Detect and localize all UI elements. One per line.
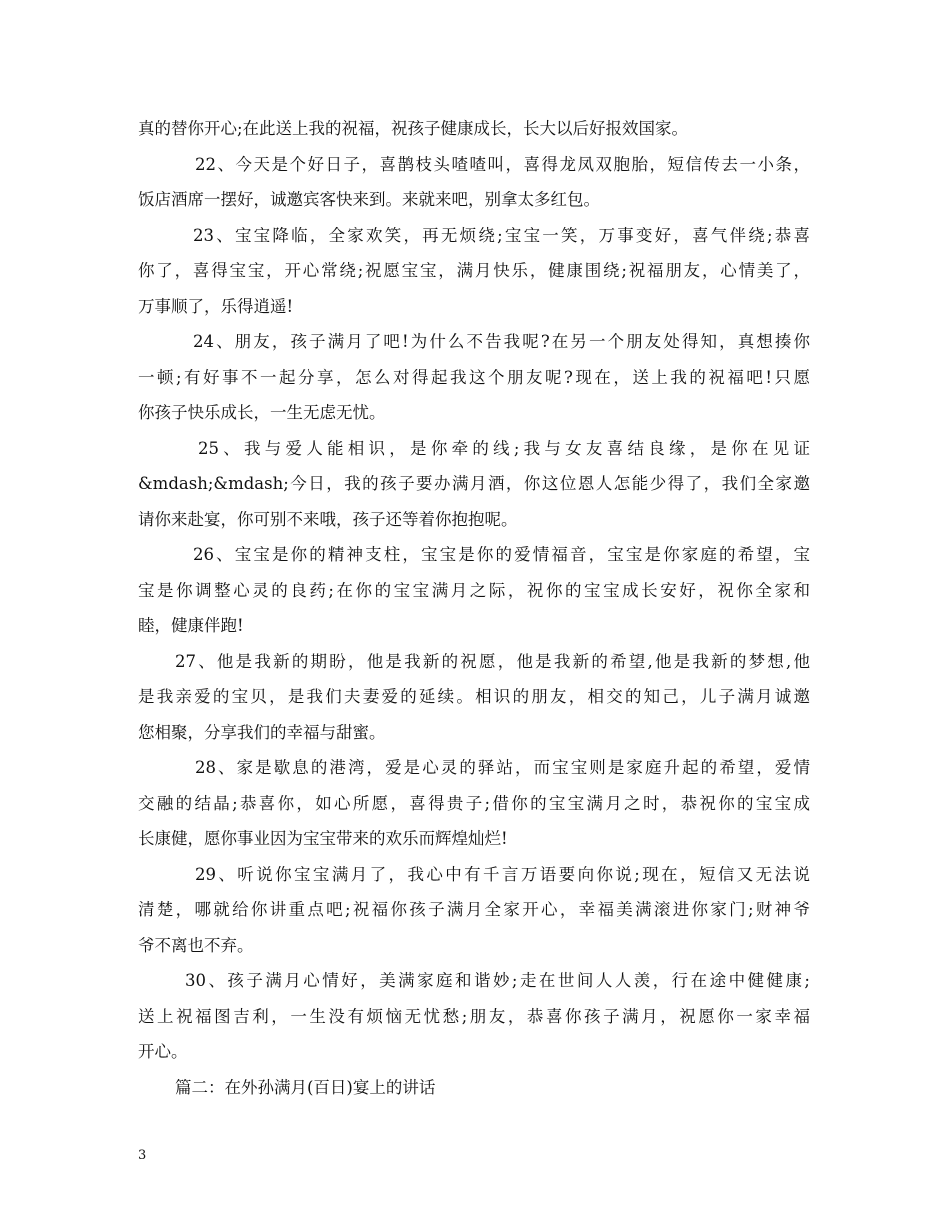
text-line: 一顿;有好事不一起分享，怎么对得起我这个朋友呢?现在，送上我的祝福吧!只愿 (138, 368, 810, 387)
text-line: 28、家是歇息的港湾，爱是心灵的驿站，而宝宝则是家庭升起的希望，爱情 (195, 758, 810, 777)
text-line: &mdash;&mdash;今日，我的孩子要办满月酒，你这位恩人怎能少得了，我们全家邀 (138, 474, 810, 493)
text-line: 你孩子快乐成长，一生无虑无忧。 (138, 403, 386, 422)
text-line: 交融的结晶;恭喜你，如心所愿，喜得贵子;借你的宝宝满月之时，恭祝你的宝宝成 (138, 794, 810, 813)
section-heading: 篇二：在外孙满月(百日)宴上的讲话 (175, 1078, 436, 1097)
text-line: 真的替你开心;在此送上我的祝福，祝孩子健康成长，长大以后好报效国家。 (138, 119, 689, 138)
text-line: 25、我与爱人能相识，是你牵的线;我与女友喜结良缘，是你在见证 (198, 439, 810, 458)
text-line: 宝是你调整心灵的良药;在你的宝宝满月之际，祝你的宝宝成长安好，祝你全家和 (138, 581, 810, 600)
text-line: 万事顺了，乐得逍遥! (138, 297, 294, 316)
text-line: 爷不离也不弃。 (138, 936, 254, 955)
text-line: 22、今天是个好日子，喜鹊枝头喳喳叫，喜得龙凤双胞胎，短信传去一小条， (195, 155, 810, 174)
text-line: 清楚，哪就给你讲重点吧;祝福你孩子满月全家开心，幸福美满滚进你家门;财神爷 (138, 900, 810, 919)
text-line: 睦，健康伴跑! (138, 616, 244, 635)
text-line: 送上祝福图吉利，一生没有烦恼无忧愁;朋友，恭喜你孩子满月，祝愿你一家幸福 (138, 1007, 810, 1026)
text-line: 30、孩子满月心情好，美满家庭和谐妙;走在世间人人羡，行在途中健健康; (185, 971, 810, 990)
text-line: 请你来赴宴，你可别不来哦，孩子还等着你抱抱呢。 (138, 510, 518, 529)
text-line: 27、他是我新的期盼，他是我新的祝愿，他是我新的希望,他是我新的梦想,他 (175, 652, 810, 671)
text-line: 开心。 (138, 1042, 188, 1061)
text-line: 29、听说你宝宝满月了，我心中有千言万语要向你说;现在，短信又无法说 (195, 865, 810, 884)
page-number: 3 (138, 1148, 147, 1163)
text-line: 是我亲爱的宝贝，是我们夫妻爱的延续。相识的朋友，相交的知己，儿子满月诚邀 (138, 687, 810, 706)
text-line: 23、宝宝降临，全家欢笑，再无烦绕;宝宝一笑，万事变好，喜气伴绕;恭喜 (193, 226, 810, 245)
text-line: 您相聚，分享我们的幸福与甜蜜。 (138, 723, 386, 742)
text-line: 长康健，愿你事业因为宝宝带来的欢乐而辉煌灿烂! (138, 829, 508, 848)
text-line: 你了，喜得宝宝，开心常绕;祝愿宝宝，满月快乐，健康围绕;祝福朋友，心情美了， (138, 261, 810, 280)
text-line: 26、宝宝是你的精神支柱，宝宝是你的爱情福音，宝宝是你家庭的希望，宝 (193, 545, 810, 564)
text-line: 24、朋友，孩子满月了吧!为什么不告我呢?在另一个朋友处得知，真想揍你 (193, 332, 810, 351)
text-line: 饭店酒席一摆好，诚邀宾客快来到。来就来吧，别拿太多红包。 (138, 190, 600, 209)
